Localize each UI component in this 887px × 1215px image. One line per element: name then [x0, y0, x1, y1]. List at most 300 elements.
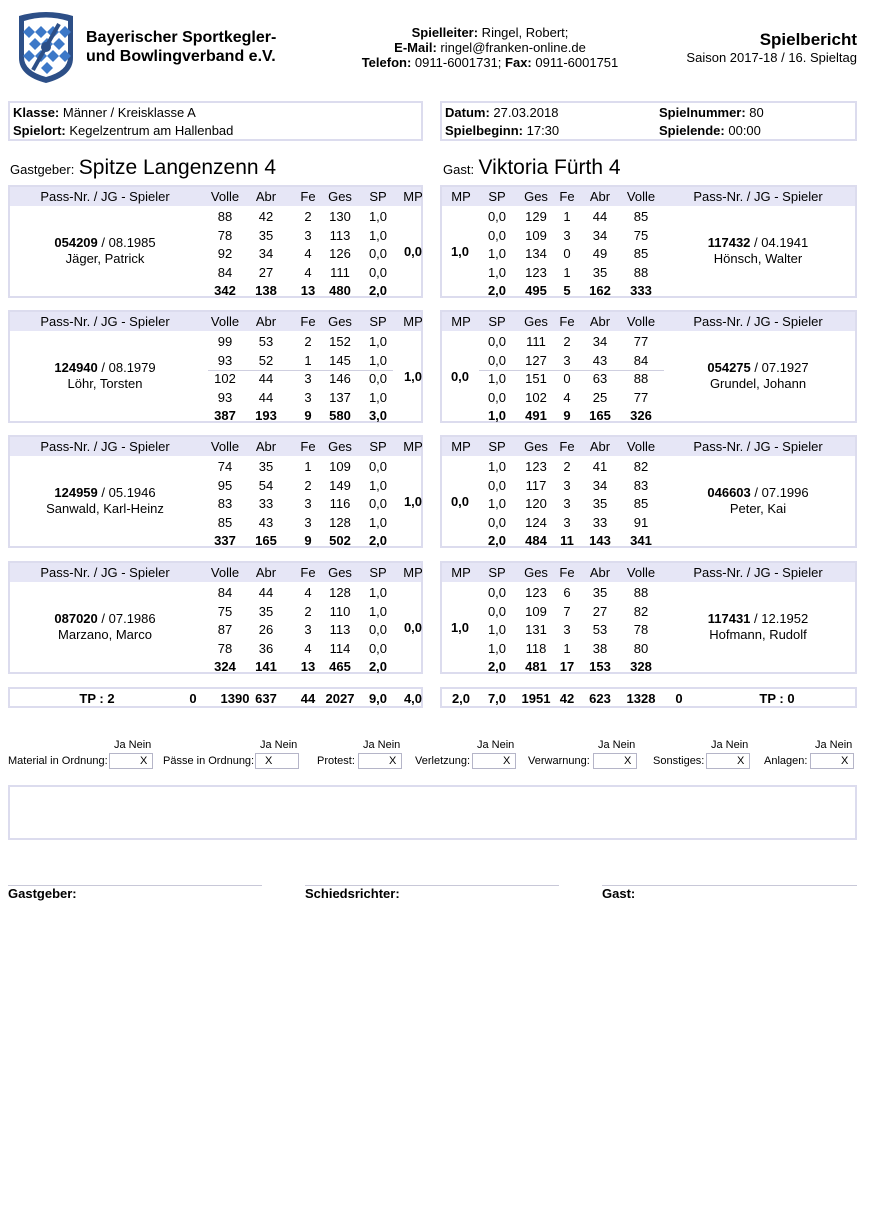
report-subtitle: Saison 2017-18 / 16. Spieltag — [686, 50, 857, 65]
grand-total-cell: 0 — [189, 691, 197, 706]
score-cell: 0,0 — [487, 334, 507, 349]
score-cell: 113 — [329, 227, 351, 243]
player-info — [12, 360, 198, 392]
home-team-name: Spitze Langenzenn 4 — [78, 156, 277, 179]
score-cell: 84 — [217, 264, 233, 280]
total-cell: 495 — [525, 283, 547, 298]
total-cell: 337 — [214, 533, 236, 548]
column-header-cell: Volle — [626, 189, 656, 204]
home-team-heading — [10, 156, 276, 180]
score-cell: 116 — [329, 496, 351, 511]
score-cell: 1,0 — [487, 246, 507, 261]
column-header-cell: Pass-Nr. / JG - Spieler — [40, 189, 170, 204]
column-header-cell: SP — [369, 189, 387, 204]
checklist-label: Anlagen: — [764, 755, 808, 767]
score-cell: 87 — [217, 622, 233, 637]
total-cell: 484 — [525, 533, 547, 548]
birth-date: / 07.1996 — [750, 485, 809, 500]
score-cell: 3 — [563, 622, 571, 637]
score-cell: 128 — [329, 585, 351, 600]
throw-row — [442, 208, 855, 226]
column-header-cell: MP — [451, 189, 471, 204]
grand-total-cell: TP : 0 — [759, 691, 795, 706]
score-cell: 1,0 — [368, 352, 388, 368]
score-cell: 2 — [563, 334, 571, 349]
score-cell: 1 — [304, 459, 312, 474]
block-total-row — [10, 282, 421, 300]
throw-row — [10, 208, 421, 226]
throw-row — [442, 584, 855, 602]
score-cell: 109 — [525, 227, 547, 243]
klasse-label: Klasse: — [13, 105, 60, 120]
score-cell: 93 — [217, 389, 233, 405]
score-cell: 110 — [329, 603, 351, 619]
column-header-cell: Abr — [589, 439, 611, 454]
grand-total-cell: 9,0 — [368, 691, 388, 706]
score-cell: 85 — [633, 496, 649, 511]
column-header-cell: Ges — [328, 314, 352, 329]
grand-total-cell: 44 — [300, 691, 316, 706]
score-cell: 128 — [329, 514, 351, 530]
column-header-cell: MP — [451, 314, 471, 329]
score-cell: 35 — [258, 227, 274, 243]
score-cell: 43 — [258, 514, 274, 530]
score-cell: 7 — [563, 603, 571, 619]
score-cell: 111 — [526, 334, 546, 349]
score-cell: 120 — [525, 496, 547, 511]
player-info — [663, 360, 853, 392]
player-info — [12, 611, 198, 643]
total-cell: 3,0 — [368, 408, 388, 423]
player-info — [663, 235, 853, 267]
nummer-value: 80 — [745, 105, 764, 120]
column-header-cell: MP — [403, 565, 423, 580]
score-cell: 93 — [217, 352, 233, 368]
ende-label: Spielende: — [659, 123, 725, 138]
grand-total-cell: 1390 — [220, 691, 250, 706]
score-cell: 42 — [258, 209, 274, 224]
match-points: 0,0 — [450, 369, 470, 384]
total-cell: 138 — [255, 283, 277, 298]
score-cell: 2 — [304, 477, 312, 493]
block-total-row — [442, 282, 855, 300]
score-cell: 6 — [563, 585, 571, 600]
score-cell: 3 — [304, 496, 312, 511]
score-cell: 3 — [563, 514, 571, 530]
ja-nein-header: Ja Nein — [598, 739, 636, 751]
score-cell: 36 — [258, 640, 274, 656]
checklist-label: Verwarnung: — [528, 755, 590, 767]
tel-label: Telefon: — [361, 55, 412, 70]
checklist-label: Pässe in Ordnung: — [163, 755, 255, 767]
birth-date: / 08.1985 — [97, 235, 156, 250]
column-header-cell: Fe — [559, 189, 575, 204]
column-header-cell: Abr — [255, 314, 277, 329]
score-cell: 27 — [592, 603, 608, 619]
player-name: Peter, Kai — [729, 501, 787, 516]
score-cell: 0,0 — [487, 227, 507, 243]
pass-number: 054275 — [707, 360, 751, 375]
ende-value: 00:00 — [724, 123, 761, 138]
away-totals — [440, 687, 857, 708]
grand-total-cell: 2,0 — [451, 691, 471, 706]
score-cell: 3 — [563, 477, 571, 493]
score-cell: 130 — [329, 209, 351, 224]
total-cell: 2,0 — [368, 283, 388, 298]
block-total-row — [442, 658, 855, 676]
column-header-cell: Ges — [524, 565, 548, 580]
total-cell: 193 — [255, 408, 277, 423]
score-cell: 35 — [592, 585, 608, 600]
block-total-row — [10, 658, 421, 676]
score-cell: 0,0 — [368, 496, 388, 511]
match-points: 0,0 — [450, 494, 470, 509]
pass-number: 054209 — [54, 235, 98, 250]
score-cell: 0,0 — [487, 389, 507, 405]
org-line-2: und Bowlingverband e.V. — [86, 48, 276, 65]
association-name — [86, 28, 276, 66]
column-header-cell: MP — [403, 439, 423, 454]
away-signature-label: Gast: — [602, 886, 636, 901]
ja-nein-header: Ja Nein — [114, 739, 152, 751]
home-game-block — [8, 185, 423, 298]
score-cell: 1,0 — [368, 477, 388, 493]
column-header-cell: Abr — [255, 439, 277, 454]
datum-value: 27.03.2018 — [489, 105, 559, 120]
score-cell: 95 — [217, 477, 233, 493]
checklist-box[interactable] — [706, 753, 750, 769]
score-cell: 113 — [329, 622, 351, 637]
column-header-cell: Volle — [626, 314, 656, 329]
score-cell: 54 — [258, 477, 274, 493]
score-cell: 41 — [592, 459, 608, 474]
column-header-cell: Volle — [210, 314, 240, 329]
remarks-box[interactable] — [8, 785, 857, 840]
score-cell: 83 — [217, 496, 233, 511]
score-cell: 88 — [633, 264, 649, 280]
checklist-label: Protest: — [317, 755, 355, 767]
pass-number: 087020 — [54, 611, 98, 626]
column-header-cell: Fe — [300, 189, 316, 204]
column-header-cell: Pass-Nr. / JG - Spieler — [40, 314, 170, 329]
throw-row — [10, 333, 421, 351]
klasse-value: Männer / Kreisklasse A — [59, 105, 196, 120]
column-header-cell: Fe — [300, 314, 316, 329]
total-cell: 165 — [255, 533, 277, 548]
score-cell: 78 — [633, 622, 649, 637]
score-cell: 1,0 — [368, 334, 388, 349]
player-info — [12, 235, 198, 267]
match-points: 0,0 — [403, 620, 423, 635]
player-name: Grundel, Johann — [709, 376, 807, 391]
total-cell: 324 — [214, 659, 236, 674]
ja-nein-header: Ja Nein — [477, 739, 515, 751]
checklist-label: Sonstiges: — [653, 755, 705, 767]
score-cell: 2 — [304, 603, 312, 619]
away-game-block — [440, 185, 857, 298]
total-cell: 326 — [630, 408, 652, 423]
ja-nein-header: Ja Nein — [815, 739, 853, 751]
player-info — [12, 485, 198, 517]
leiter-value: Ringel, Robert; — [478, 25, 569, 40]
score-cell: 3 — [304, 371, 312, 386]
contact-info — [340, 25, 640, 70]
score-cell: 118 — [525, 640, 547, 656]
column-header-cell: Volle — [210, 439, 240, 454]
score-cell: 85 — [633, 246, 649, 261]
score-cell: 35 — [258, 603, 274, 619]
lane-separator — [208, 370, 393, 371]
column-header-cell: Ges — [524, 189, 548, 204]
nummer-label: Spielnummer: — [659, 105, 746, 120]
total-cell: 141 — [255, 659, 277, 674]
checklist-box[interactable] — [810, 753, 854, 769]
ja-nein-header: Ja Nein — [711, 739, 749, 751]
check-mark: X — [389, 755, 397, 767]
score-cell: 38 — [592, 640, 608, 656]
lane-separator — [479, 370, 664, 371]
score-cell: 109 — [525, 603, 547, 619]
score-cell: 80 — [633, 640, 649, 656]
total-cell: 341 — [630, 533, 652, 548]
email-value[interactable]: ringel@franken-online.de — [436, 40, 586, 55]
player-info — [663, 485, 853, 517]
player-info — [663, 611, 853, 643]
score-cell: 111 — [330, 264, 350, 280]
score-cell: 152 — [329, 334, 351, 349]
score-cell: 146 — [329, 371, 351, 386]
column-header-cell: Pass-Nr. / JG - Spieler — [40, 565, 170, 580]
birth-date: / 12.1952 — [750, 611, 809, 626]
player-name: Marzano, Marco — [58, 627, 152, 642]
grand-total-cell: TP : 2 — [79, 691, 115, 706]
beginn-value: 17:30 — [523, 123, 560, 138]
score-cell: 0,0 — [487, 477, 507, 493]
score-cell: 4 — [304, 585, 312, 600]
total-cell: 9 — [304, 533, 312, 548]
column-header-cell: Fe — [559, 439, 575, 454]
score-cell: 0,0 — [368, 640, 388, 656]
score-cell: 129 — [525, 209, 547, 224]
column-header-cell: Abr — [589, 565, 611, 580]
score-cell: 78 — [217, 640, 233, 656]
check-mark: X — [503, 755, 511, 767]
checklist-box[interactable] — [255, 753, 299, 769]
checklist-box[interactable] — [472, 753, 516, 769]
total-cell: 580 — [329, 408, 351, 423]
birth-date: / 05.1946 — [97, 485, 156, 500]
score-cell: 4 — [304, 246, 312, 261]
away-team-name: Viktoria Fürth 4 — [478, 156, 621, 179]
home-game-block — [8, 310, 423, 423]
score-cell: 149 — [329, 477, 351, 493]
total-cell: 387 — [214, 408, 236, 423]
score-cell: 34 — [258, 246, 274, 261]
player-name: Jäger, Patrick — [65, 251, 145, 266]
birth-date: / 07.1986 — [97, 611, 156, 626]
throw-row — [10, 584, 421, 602]
score-cell: 124 — [525, 514, 547, 530]
score-cell: 1,0 — [368, 389, 388, 405]
column-header-cell: Ges — [328, 189, 352, 204]
score-cell: 88 — [633, 371, 649, 386]
score-cell: 77 — [633, 334, 649, 349]
column-header-cell: Fe — [559, 565, 575, 580]
score-cell: 84 — [217, 585, 233, 600]
score-cell: 33 — [592, 514, 608, 530]
referee-signature-label: Schiedsrichter: — [305, 886, 400, 901]
score-cell: 4 — [304, 264, 312, 280]
total-cell: 342 — [214, 283, 236, 298]
report-title: Spielbericht — [759, 30, 857, 49]
score-cell: 33 — [258, 496, 274, 511]
score-cell: 1,0 — [487, 622, 507, 637]
score-cell: 123 — [525, 585, 547, 600]
column-header-cell: MP — [451, 439, 471, 454]
score-cell: 3 — [304, 514, 312, 530]
column-header-cell: Ges — [328, 439, 352, 454]
column-header-cell: SP — [488, 189, 506, 204]
score-cell: 0 — [563, 246, 571, 261]
score-cell: 34 — [592, 477, 608, 493]
column-header-cell: SP — [488, 565, 506, 580]
score-cell: 83 — [633, 477, 649, 493]
match-points: 0,0 — [403, 244, 423, 259]
total-cell: 491 — [525, 408, 547, 423]
total-cell: 481 — [525, 659, 547, 674]
score-cell: 3 — [563, 227, 571, 243]
block-total-row — [10, 407, 421, 425]
score-cell: 25 — [592, 389, 608, 405]
checklist-box[interactable] — [358, 753, 402, 769]
checklist-box[interactable] — [593, 753, 637, 769]
score-cell: 126 — [329, 246, 351, 261]
score-cell: 34 — [592, 227, 608, 243]
column-header-cell: Abr — [255, 565, 277, 580]
column-header-cell: SP — [488, 314, 506, 329]
score-cell: 1,0 — [368, 585, 388, 600]
throw-row — [10, 458, 421, 476]
away-team-heading — [443, 156, 621, 180]
column-header-cell: Ges — [328, 565, 352, 580]
score-cell: 1,0 — [487, 264, 507, 280]
column-header-cell: SP — [369, 439, 387, 454]
grand-total-cell: 623 — [589, 691, 611, 706]
score-cell: 3 — [304, 227, 312, 243]
grand-total-cell: 4,0 — [403, 691, 423, 706]
column-header-cell: Volle — [626, 565, 656, 580]
away-signature-line — [602, 885, 857, 886]
check-mark: X — [265, 755, 273, 767]
column-header-cell: Fe — [559, 314, 575, 329]
score-cell: 44 — [592, 209, 608, 224]
score-cell: 117 — [525, 477, 547, 493]
score-cell: 3 — [304, 622, 312, 637]
date-info-box — [440, 101, 857, 141]
score-cell: 44 — [258, 389, 274, 405]
column-header-cell: SP — [369, 314, 387, 329]
score-cell: 1 — [563, 209, 571, 224]
score-cell: 84 — [633, 352, 649, 368]
total-cell: 1,0 — [487, 408, 507, 423]
ja-nein-header: Ja Nein — [260, 739, 298, 751]
total-cell: 162 — [589, 283, 611, 298]
grand-total-cell: 0 — [675, 691, 683, 706]
score-cell: 34 — [592, 334, 608, 349]
grand-total-cell: 2027 — [325, 691, 355, 706]
ja-nein-header: Ja Nein — [363, 739, 401, 751]
column-header-cell: Abr — [589, 314, 611, 329]
column-header-cell: Pass-Nr. / JG - Spieler — [693, 565, 823, 580]
column-header-cell: Pass-Nr. / JG - Spieler — [40, 439, 170, 454]
score-cell: 4 — [304, 640, 312, 656]
column-header-cell: Volle — [210, 189, 240, 204]
block-total-row — [442, 407, 855, 425]
check-mark: X — [140, 755, 148, 767]
ort-value: Kegelzentrum am Hallenbad — [65, 123, 234, 138]
score-cell: 134 — [525, 246, 547, 261]
score-cell: 0,0 — [368, 264, 388, 280]
score-cell: 75 — [633, 227, 649, 243]
score-cell: 1,0 — [368, 227, 388, 243]
score-cell: 0,0 — [487, 352, 507, 368]
class-info-box — [8, 101, 423, 141]
total-cell: 333 — [630, 283, 652, 298]
total-cell: 17 — [559, 659, 575, 674]
throw-row — [442, 333, 855, 351]
column-header-cell: Fe — [300, 565, 316, 580]
grand-total-cell: 1328 — [626, 691, 656, 706]
away-team-label: Gast: — [443, 162, 475, 177]
grand-total-cell: 637 — [255, 691, 277, 706]
column-header — [442, 563, 855, 582]
score-cell: 52 — [258, 352, 274, 368]
score-cell: 1,0 — [487, 371, 507, 386]
score-cell: 35 — [592, 496, 608, 511]
home-totals — [8, 687, 423, 708]
score-cell: 26 — [258, 622, 274, 637]
total-cell: 9 — [563, 408, 571, 423]
column-header — [442, 437, 855, 456]
player-name: Sanwald, Karl-Heinz — [46, 501, 164, 516]
birth-date: / 07.1927 — [750, 360, 809, 375]
match-points: 1,0 — [403, 494, 423, 509]
score-cell: 75 — [217, 603, 233, 619]
score-cell: 0,0 — [368, 246, 388, 261]
score-cell: 3 — [563, 352, 571, 368]
column-header — [10, 437, 421, 456]
total-cell: 143 — [589, 533, 611, 548]
column-header-cell: Volle — [626, 439, 656, 454]
score-cell: 4 — [563, 389, 571, 405]
column-header-cell: SP — [369, 565, 387, 580]
total-cell: 153 — [589, 659, 611, 674]
pass-number: 124940 — [54, 360, 98, 375]
score-cell: 53 — [592, 622, 608, 637]
score-cell: 63 — [592, 371, 608, 386]
score-cell: 44 — [258, 585, 274, 600]
column-header — [442, 187, 855, 206]
column-header-cell: Ges — [524, 314, 548, 329]
fax-label: Fax: — [505, 55, 532, 70]
checklist-box[interactable] — [109, 753, 153, 769]
score-cell: 99 — [217, 334, 233, 349]
score-cell: 151 — [525, 371, 547, 386]
datum-label: Datum: — [445, 105, 490, 120]
score-cell: 127 — [525, 352, 547, 368]
total-cell: 502 — [329, 533, 351, 548]
total-cell: 9 — [304, 408, 312, 423]
